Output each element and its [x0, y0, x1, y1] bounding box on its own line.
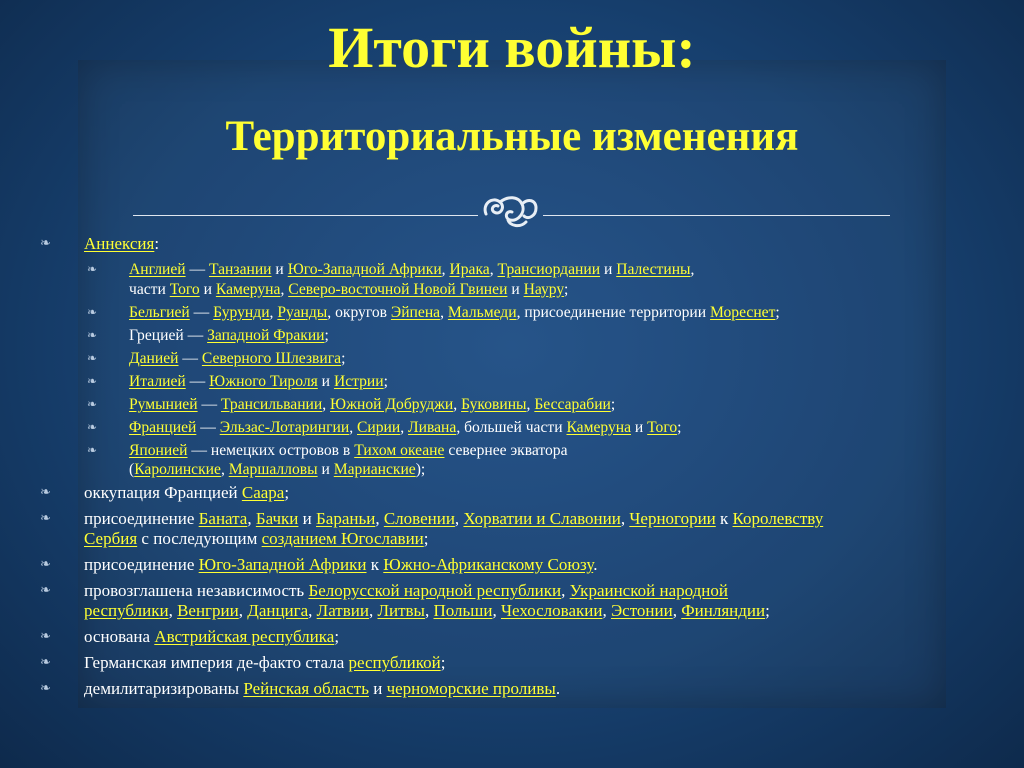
item-text: ; — [423, 529, 429, 548]
item-link[interactable]: черноморские проливы — [386, 679, 556, 698]
item-link[interactable]: Северо-восточной Новой Гвинеи — [288, 280, 508, 298]
item-link[interactable]: Западной Фракии — [207, 326, 325, 344]
item-text: с последующим — [137, 529, 262, 548]
title-divider — [133, 200, 890, 228]
list-item — [40, 555, 1015, 575]
bullet-icon: ❧ — [40, 484, 51, 499]
list-item — [40, 679, 1015, 699]
item-text: , — [168, 601, 178, 620]
item-link[interactable]: Хорватии и Славонии — [463, 509, 621, 528]
item-link[interactable]: Австрийская республика — [154, 627, 335, 646]
item-text: демилитаризированы — [84, 679, 244, 698]
item-link[interactable]: Ирака — [449, 261, 490, 278]
item-link[interactable]: Южной Добруджи — [330, 395, 454, 413]
list-item — [40, 627, 1015, 647]
flourish-ornament-svg — [478, 190, 543, 230]
item-link[interactable]: Марианские — [333, 461, 416, 478]
bullet-icon: ❧ — [87, 350, 98, 365]
item-link[interactable]: республикой — [348, 653, 441, 672]
item-text: — — [185, 261, 209, 278]
sub-list-item — [40, 326, 1015, 346]
sub-list-item — [40, 260, 1015, 299]
item-text: — — [178, 349, 202, 367]
bullet-icon: ❧ — [87, 419, 98, 434]
item-text: ; — [610, 395, 616, 413]
item-link[interactable]: Польши — [433, 601, 493, 620]
list-item — [40, 653, 1015, 673]
item-link[interactable]: Бурунди — [213, 303, 270, 321]
item-text: ; — [775, 303, 780, 321]
item-text: ; — [765, 601, 770, 620]
item-link[interactable]: Маршалловы — [228, 461, 318, 478]
item-text: ; — [563, 280, 569, 298]
item-text: , — [453, 395, 462, 413]
item-text: , округов — [327, 303, 391, 321]
item-text: , — [308, 601, 317, 620]
list-item — [40, 581, 1015, 621]
item-text: , — [620, 509, 630, 528]
item-text: , — [440, 303, 448, 321]
bullet-icon: ❧ — [87, 327, 98, 342]
item-link[interactable]: Латвии — [316, 601, 369, 620]
slide-title: Итоги войны: — [328, 15, 696, 80]
item-link[interactable]: республики — [84, 601, 169, 620]
list-item — [40, 234, 1015, 254]
item-link[interactable]: Бараньи — [316, 509, 376, 528]
item-link[interactable]: Ливана — [408, 418, 457, 436]
item-link[interactable]: Эйпена — [390, 303, 441, 321]
item-text: оккупация Францией — [84, 483, 242, 502]
item-text: , — [220, 461, 229, 478]
item-link[interactable]: Литвы — [377, 601, 425, 620]
item-text: , — [280, 280, 289, 298]
item-text: , большей части — [456, 418, 567, 436]
item-text: , — [247, 509, 256, 528]
list-item — [40, 509, 1015, 549]
item-link[interactable]: Танзании — [209, 261, 272, 278]
sub-list-item — [40, 372, 1015, 392]
item-text: , — [368, 601, 378, 620]
item-link[interactable]: Юго-Западной Африки — [287, 261, 442, 278]
item-link[interactable]: Трансиордании — [497, 261, 601, 278]
item-text: , — [492, 601, 501, 620]
item-text: , — [269, 303, 278, 321]
item-text: к — [715, 509, 733, 528]
list-item — [40, 483, 1015, 503]
item-text: . — [593, 555, 598, 574]
item-text: , — [349, 418, 357, 436]
item-link[interactable]: Белорусской народной республики — [308, 581, 562, 600]
item-text: — — [196, 418, 220, 436]
item-text: и — [317, 461, 334, 478]
item-link[interactable]: Трансильвании — [220, 395, 323, 413]
item-text: : — [154, 234, 160, 253]
bullet-icon: ❧ — [40, 556, 51, 571]
divider-line-right — [543, 215, 890, 216]
item-link[interactable]: Бельгией — [129, 303, 190, 321]
bullet-icon: ❧ — [40, 510, 51, 525]
item-text: и — [317, 372, 334, 390]
item-link[interactable]: созданием Югославии — [261, 529, 424, 548]
item-text: и — [507, 280, 524, 298]
bullet-icon: ❧ — [87, 396, 98, 411]
item-text: , — [526, 395, 535, 413]
item-text: присоединение — [84, 555, 199, 574]
item-text: , — [602, 601, 611, 620]
item-link[interactable]: Тихом океане — [354, 441, 445, 459]
bullet-icon: ❧ — [87, 373, 98, 388]
item-text: ; — [324, 326, 329, 344]
item-text: ; — [383, 372, 388, 390]
sub-list-item — [40, 395, 1015, 415]
item-link[interactable]: Чехословакии — [500, 601, 603, 620]
item-link[interactable]: Палестины — [616, 261, 691, 278]
divider-line-left — [133, 215, 478, 216]
item-link[interactable]: Того — [647, 418, 678, 436]
item-link[interactable]: Данией — [129, 349, 179, 367]
item-link[interactable]: Мальмеди — [447, 303, 517, 321]
item-link[interactable]: Того — [169, 280, 200, 298]
item-link[interactable]: Камеруна — [215, 280, 281, 298]
item-link[interactable]: Королевству — [732, 509, 824, 528]
item-link[interactable]: Аннексия — [84, 234, 155, 253]
item-link[interactable]: Камеруна — [566, 418, 632, 436]
item-text: — немецких островов в — [187, 441, 355, 459]
sub-list-item — [40, 349, 1015, 369]
item-text: к — [366, 555, 384, 574]
item-text: основана — [84, 627, 155, 646]
item-link[interactable]: Бессарабии — [534, 395, 611, 413]
item-text: , присоединение территории — [516, 303, 711, 321]
item-link[interactable]: Северного Шлезвига — [201, 349, 342, 367]
bullet-icon: ❧ — [87, 262, 98, 276]
item-text: , — [322, 395, 331, 413]
item-text: и — [600, 261, 617, 278]
bullet-icon: ❧ — [87, 442, 98, 457]
item-text: , — [690, 261, 695, 278]
item-link[interactable]: Эстонии — [610, 601, 673, 620]
sub-list-item — [40, 418, 1015, 438]
item-text: , — [400, 418, 409, 436]
item-link[interactable]: Науру — [523, 280, 564, 298]
item-link[interactable]: Бачки — [255, 509, 299, 528]
item-link[interactable]: Южно-Африканскому Союзу — [383, 555, 594, 574]
item-text: и — [298, 509, 317, 528]
item-link[interactable]: Руанды — [277, 303, 328, 321]
item-link[interactable]: Истрии — [333, 372, 384, 390]
slide-subtitle: Территориальные изменения — [225, 113, 799, 160]
item-text: присоединение — [84, 509, 199, 528]
bullet-list — [40, 234, 1015, 705]
item-link[interactable]: Южного Тироля — [209, 372, 318, 390]
item-text: и — [199, 280, 216, 298]
bullet-icon: ❧ — [40, 628, 51, 643]
item-link[interactable]: Каролинские — [134, 461, 221, 478]
item-link[interactable]: Данцига — [247, 601, 309, 620]
sub-list-item — [40, 441, 1015, 480]
item-link[interactable]: Венгрии — [177, 601, 239, 620]
item-text: ); — [415, 461, 426, 478]
item-link[interactable]: Сербия — [84, 529, 138, 548]
sub-list-item — [40, 303, 1015, 323]
item-text: ( — [129, 461, 135, 478]
item-text: Грецией — — [129, 326, 208, 344]
item-text: , — [375, 509, 384, 528]
item-text: , — [424, 601, 434, 620]
item-text: , — [454, 509, 464, 528]
bullet-icon: ❧ — [87, 304, 98, 319]
item-text: — — [189, 303, 214, 321]
item-text: севернее экватора — [444, 441, 568, 459]
item-link[interactable]: Словении — [383, 509, 455, 528]
item-text: ; — [677, 418, 682, 436]
item-link[interactable]: Сирии — [357, 418, 401, 436]
item-link[interactable]: Японией — [129, 441, 188, 459]
item-link[interactable]: Эльзас-Лотарингии — [219, 418, 350, 436]
item-text: , — [672, 601, 682, 620]
item-link[interactable]: Рейнская область — [243, 679, 369, 698]
item-text: ; — [440, 653, 446, 672]
item-text: ; — [284, 483, 290, 502]
item-link[interactable]: Францией — [129, 418, 197, 436]
bullet-icon: ❧ — [40, 654, 51, 669]
item-link[interactable]: Украинской народной — [569, 581, 728, 600]
item-text: Германская империя де-факто стала — [84, 653, 349, 672]
item-link[interactable]: Румынией — [129, 395, 198, 413]
item-text: провозглашена независимость — [84, 581, 309, 600]
item-link[interactable]: Мореснет — [710, 303, 776, 321]
item-text: — — [197, 395, 221, 413]
item-link[interactable]: Юго-Западной Африки — [198, 555, 367, 574]
item-text: ; — [341, 349, 346, 367]
item-link[interactable]: Баната — [198, 509, 248, 528]
item-link[interactable]: Италией — [129, 372, 186, 390]
item-text: , — [238, 601, 248, 620]
item-text: , — [441, 261, 450, 278]
item-text: и — [271, 261, 288, 278]
item-text: ; — [334, 627, 340, 646]
item-link[interactable]: Черногории — [629, 509, 716, 528]
bullet-icon: ❧ — [40, 235, 51, 250]
bullet-icon: ❧ — [40, 582, 51, 597]
item-text: и — [631, 418, 648, 436]
item-text: , — [489, 261, 498, 278]
item-text: и — [368, 679, 387, 698]
item-link[interactable]: Буковины — [461, 395, 527, 413]
item-link[interactable]: Финляндии — [681, 601, 766, 620]
item-text: — — [185, 372, 210, 390]
flourish-ornament-icon — [478, 190, 543, 238]
item-text: , — [561, 581, 570, 600]
item-link[interactable]: Англией — [129, 261, 186, 278]
item-link[interactable]: Саара — [241, 483, 285, 502]
item-text: . — [555, 679, 561, 698]
bullet-icon: ❧ — [40, 680, 51, 695]
item-text: части — [129, 280, 170, 298]
